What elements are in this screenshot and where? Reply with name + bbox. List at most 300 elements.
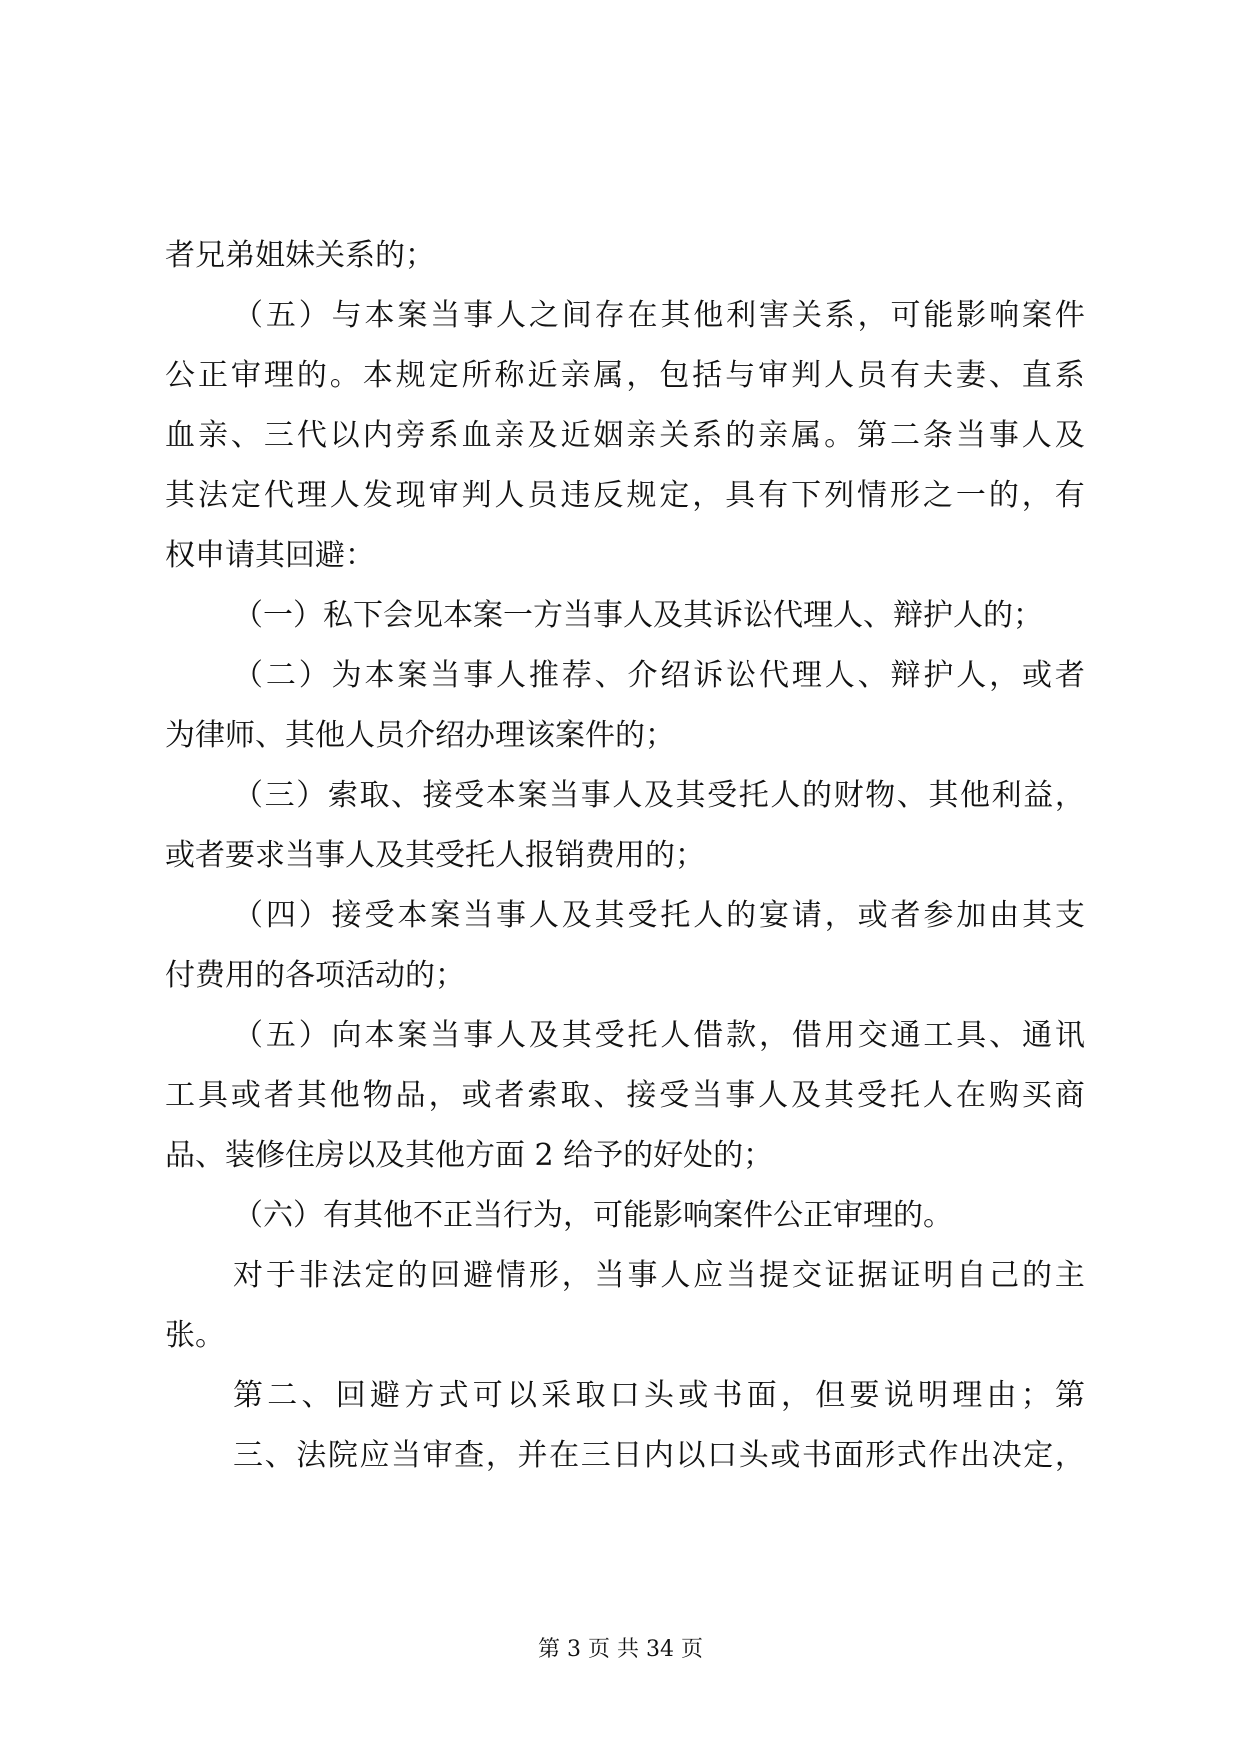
text-glyph: 托: [660, 898, 691, 933]
text-glyph: 取: [359, 778, 390, 813]
text-glyph: 益: [1023, 778, 1054, 813]
text-glyph: 案: [397, 658, 428, 693]
text-glyph: ）: [298, 298, 329, 333]
text-glyph: 人: [660, 1018, 691, 1053]
text-glyph: 判: [461, 478, 492, 513]
text-glyph: （: [233, 778, 263, 813]
text-glyph: 头: [644, 1378, 674, 1413]
text-glyph: 理: [791, 658, 822, 693]
text-line: （六）有其他不正当行为，可能影响案件公正审理的。: [233, 1198, 953, 1233]
text-glyph: 代: [296, 418, 327, 453]
text-glyph: 人: [612, 778, 643, 813]
text-glyph: 的: [801, 778, 832, 813]
text-line-justified: [165, 286, 1085, 346]
text-line-justified: [165, 1006, 1085, 1066]
text-glyph: 属: [593, 358, 624, 393]
text-glyph: 在: [549, 1438, 580, 1473]
text-glyph: 当: [594, 1258, 625, 1293]
text-glyph: 财: [833, 778, 864, 813]
text-glyph: 由: [989, 898, 1020, 933]
text-glyph: 规: [626, 478, 657, 513]
text-glyph: ，: [692, 478, 723, 513]
text-glyph: 列: [824, 478, 855, 513]
text-glyph: 日: [612, 1438, 643, 1473]
text-glyph: 审: [230, 358, 261, 393]
text-glyph: 取: [575, 1378, 606, 1413]
text-glyph: 及: [643, 778, 674, 813]
text-glyph: 受: [659, 1078, 690, 1113]
text-glyph: （: [233, 1018, 263, 1053]
text-glyph: 当: [726, 1258, 757, 1293]
text-glyph: 但: [815, 1378, 846, 1413]
text-glyph: 以: [675, 1438, 706, 1473]
text-line-justified: [165, 1366, 1085, 1426]
text-glyph: 下: [791, 478, 822, 513]
text-line: 付费用的各项活动的；: [165, 958, 465, 993]
text-glyph: ，: [1054, 1438, 1085, 1473]
text-glyph: 或: [857, 898, 888, 933]
text-glyph: 、: [857, 658, 888, 693]
text-glyph: 、: [988, 358, 1019, 393]
text-glyph: 要: [849, 1378, 880, 1413]
text-glyph: 法: [296, 1438, 327, 1473]
text-glyph: 利: [991, 778, 1022, 813]
text-glyph: 员: [527, 478, 558, 513]
text-glyph: 具: [725, 478, 756, 513]
text-glyph: 本: [485, 778, 516, 813]
text-glyph: 旁: [395, 418, 426, 453]
text-glyph: 内: [362, 418, 393, 453]
text-glyph: 审: [758, 358, 789, 393]
text-glyph: 托: [889, 1078, 920, 1113]
page-number-footer: 第 3 页 共 34 页: [538, 1637, 703, 1662]
text-glyph: 受: [454, 778, 485, 813]
text-glyph: 关: [791, 298, 822, 333]
text-glyph: 条: [922, 418, 953, 453]
text-glyph: 书: [712, 1378, 743, 1413]
text-glyph: 本: [364, 1018, 395, 1053]
text-glyph: 出: [960, 1438, 991, 1473]
text-glyph: 括: [692, 358, 723, 393]
text-glyph: 案: [430, 898, 461, 933]
text-glyph: 及: [791, 1078, 822, 1113]
text-glyph: 物: [362, 1078, 393, 1113]
text-glyph: 品: [395, 1078, 426, 1113]
text-glyph: 定: [230, 478, 261, 513]
text-glyph: 并: [517, 1438, 548, 1473]
text-glyph: 介: [627, 658, 658, 693]
text-glyph: 近: [527, 358, 558, 393]
text-glyph: 辩: [890, 658, 921, 693]
text-glyph: 证: [890, 1258, 921, 1293]
text-glyph: 应: [359, 1438, 390, 1473]
text-glyph: 可: [890, 298, 921, 333]
text-glyph: 能: [923, 298, 954, 333]
text-glyph: 当: [430, 658, 461, 693]
text-line: 为律师、其他人员介绍办理该案件的；: [165, 718, 675, 753]
text-line-justified: [165, 406, 1085, 466]
text-glyph: 接: [422, 778, 453, 813]
text-glyph: 当: [955, 418, 986, 453]
text-glyph: 人: [1021, 418, 1052, 453]
text-glyph: 者: [263, 1078, 294, 1113]
text-glyph: 事: [496, 898, 526, 933]
text-glyph: 理: [952, 1378, 983, 1413]
text-glyph: 血: [165, 418, 195, 453]
text-glyph: 亲: [494, 418, 525, 453]
text-glyph: 亲: [758, 418, 789, 453]
text-glyph: 据: [857, 1258, 888, 1293]
text-glyph: 案: [397, 1018, 428, 1053]
text-glyph: 件: [1054, 298, 1085, 333]
text-glyph: 面: [746, 1378, 777, 1413]
text-glyph: 间: [561, 298, 592, 333]
text-glyph: 判: [791, 358, 822, 393]
text-glyph: 亲: [626, 418, 657, 453]
text-glyph: ）: [298, 898, 329, 933]
text-glyph: 人: [693, 898, 724, 933]
text-glyph: ，: [759, 1018, 789, 1053]
text-glyph: 人: [956, 658, 987, 693]
text-glyph: 证: [824, 1258, 855, 1293]
text-line: （一）私下会见本案一方当事人及其诉讼代理人、辩护人的；: [233, 598, 1043, 633]
text-glyph: 查: [454, 1438, 485, 1473]
text-glyph: 当: [692, 1078, 723, 1113]
text-glyph: 在: [955, 1078, 986, 1113]
text-glyph: 诉: [693, 658, 724, 693]
text-glyph: 二: [267, 1378, 298, 1413]
text-glyph: 当: [430, 1018, 461, 1053]
text-glyph: 公: [165, 358, 195, 393]
text-glyph: 规: [395, 358, 426, 393]
text-glyph: 、: [594, 658, 625, 693]
text-glyph: 其: [675, 778, 706, 813]
text-glyph: 包: [659, 358, 690, 393]
text-glyph: 事: [725, 1078, 756, 1113]
text-glyph: 受: [364, 898, 395, 933]
text-glyph: 人: [770, 778, 801, 813]
text-glyph: ，: [989, 658, 1020, 693]
text-glyph: 害: [759, 298, 789, 333]
text-glyph: 当: [549, 778, 580, 813]
text-glyph: 工: [923, 1018, 954, 1053]
text-glyph: 受: [594, 1018, 625, 1053]
text-glyph: 本: [362, 358, 393, 393]
text-glyph: ，: [626, 358, 657, 393]
text-glyph: 本: [364, 658, 395, 693]
text-glyph: 其: [1022, 898, 1052, 933]
text-glyph: 他: [329, 1078, 360, 1113]
text-glyph: 其: [824, 1078, 855, 1113]
text-glyph: 案: [1022, 298, 1052, 333]
text-glyph: 取: [560, 1078, 591, 1113]
text-glyph: 自: [956, 1258, 987, 1293]
text-glyph: 四: [265, 898, 296, 933]
text-glyph: 三: [263, 418, 294, 453]
text-glyph: 第: [233, 1378, 263, 1413]
text-glyph: 向: [331, 1018, 362, 1053]
text-glyph: 其: [660, 298, 691, 333]
text-glyph: 人: [824, 358, 855, 393]
text-glyph: 审: [428, 478, 459, 513]
text-glyph: （: [233, 658, 263, 693]
text-glyph: 通: [1022, 1018, 1052, 1053]
text-line-justified: [165, 886, 1085, 946]
text-glyph: 形: [889, 478, 920, 513]
text-glyph: 绍: [660, 658, 691, 693]
text-glyph: 夫: [922, 358, 953, 393]
text-glyph: 其: [594, 898, 625, 933]
text-glyph: 人: [922, 1078, 953, 1113]
text-glyph: 关: [659, 418, 690, 453]
text-glyph: ，: [485, 1438, 516, 1473]
text-glyph: 第: [1055, 1378, 1085, 1413]
text-glyph: 之: [922, 478, 953, 513]
text-glyph: 二: [265, 658, 296, 693]
text-glyph: 其: [296, 1078, 327, 1113]
text-glyph: 借: [791, 1018, 822, 1053]
text-glyph: 违: [560, 478, 591, 513]
text-glyph: 响: [989, 298, 1020, 333]
text-glyph: 、: [593, 1078, 624, 1113]
text-glyph: 、: [989, 1018, 1020, 1053]
text-glyph: 由: [986, 1378, 1017, 1413]
text-glyph: 人: [496, 658, 526, 693]
text-glyph: （: [233, 898, 263, 933]
text-glyph: ，: [561, 1258, 592, 1293]
text-glyph: 人: [528, 898, 559, 933]
text-glyph: 己: [989, 1258, 1020, 1293]
text-glyph: 买: [1021, 1078, 1052, 1113]
text-glyph: 一: [955, 478, 986, 513]
text-glyph: 明: [923, 1258, 954, 1293]
text-glyph: 当: [463, 898, 494, 933]
text-glyph: 所: [461, 358, 492, 393]
text-glyph: 的: [397, 1258, 428, 1293]
text-glyph: 在: [627, 298, 658, 333]
text-glyph: 亲: [197, 418, 228, 453]
text-glyph: 索: [327, 778, 358, 813]
text-glyph: 其: [928, 778, 959, 813]
text-line: 者兄弟姐妹关系的；: [165, 238, 435, 273]
text-glyph: 讯: [1054, 1018, 1085, 1053]
text-glyph: 主: [1054, 1258, 1085, 1293]
text-glyph: 反: [593, 478, 624, 513]
text-glyph: 讼: [726, 658, 757, 693]
text-line-justified: [165, 346, 1085, 406]
text-glyph: 定: [659, 478, 690, 513]
text-glyph: 存: [594, 298, 625, 333]
text-glyph: 者: [890, 898, 921, 933]
text-glyph: 正: [197, 358, 228, 393]
text-glyph: 回: [430, 1258, 461, 1293]
text-glyph: 五: [265, 298, 296, 333]
text-glyph: 定: [1023, 1438, 1054, 1473]
text-glyph: ）: [298, 1018, 329, 1053]
text-glyph: 受: [857, 1078, 888, 1113]
text-glyph: 避: [370, 1378, 400, 1413]
text-glyph: 的: [988, 478, 1019, 513]
text-glyph: 发: [362, 478, 393, 513]
text-glyph: 回: [335, 1378, 366, 1413]
text-glyph: 姻: [593, 418, 624, 453]
text-glyph: 理: [296, 478, 327, 513]
text-glyph: 、: [264, 1438, 295, 1473]
text-glyph: ）: [296, 778, 327, 813]
text-glyph: 参: [923, 898, 954, 933]
text-glyph: 代: [263, 478, 294, 513]
text-glyph: 理: [263, 358, 294, 393]
text-glyph: 影: [956, 298, 987, 333]
text-glyph: 作: [928, 1438, 959, 1473]
text-glyph: 法: [331, 1258, 362, 1293]
text-glyph: 本: [364, 298, 395, 333]
text-glyph: 定: [428, 358, 459, 393]
text-glyph: 或: [770, 1438, 801, 1473]
text-glyph: 口: [609, 1378, 640, 1413]
document-body: [165, 226, 1085, 1486]
text-glyph: 以: [329, 418, 360, 453]
text-glyph: ；: [1020, 1378, 1051, 1413]
text-glyph: 口: [707, 1438, 738, 1473]
text-glyph: 员: [857, 358, 888, 393]
text-glyph: 人: [824, 658, 855, 693]
text-line-justified: [165, 766, 1085, 826]
text-glyph: 采: [541, 1378, 572, 1413]
text-glyph: 他: [960, 778, 991, 813]
text-glyph: （: [233, 298, 263, 333]
text-line: 或者要求当事人及其受托人报销费用的；: [165, 838, 705, 873]
text-glyph: 、: [391, 778, 422, 813]
text-glyph: 情: [496, 1258, 526, 1293]
text-glyph: 内: [643, 1438, 674, 1473]
text-glyph: 的: [1022, 1258, 1052, 1293]
text-glyph: 的: [726, 898, 757, 933]
text-glyph: 者: [494, 1078, 525, 1113]
text-glyph: 用: [824, 1018, 855, 1053]
text-glyph: 形: [865, 1438, 896, 1473]
text-glyph: 系: [824, 298, 855, 333]
text-glyph: 、: [301, 1378, 332, 1413]
text-glyph: 有: [758, 478, 789, 513]
text-glyph: 受: [707, 778, 738, 813]
text-glyph: 系: [428, 418, 459, 453]
text-glyph: 托: [627, 1018, 658, 1053]
text-glyph: 事: [988, 418, 1019, 453]
text-glyph: 其: [165, 478, 195, 513]
text-glyph: 三: [580, 1438, 611, 1473]
text-glyph: 直: [1021, 358, 1052, 393]
text-glyph: 及: [528, 1018, 559, 1053]
text-glyph: 、: [896, 778, 927, 813]
text-glyph: 他: [693, 298, 724, 333]
text-glyph: 借: [693, 1018, 724, 1053]
text-glyph: 三: [264, 778, 295, 813]
text-glyph: 事: [580, 778, 611, 813]
text-glyph: 面: [833, 1438, 864, 1473]
text-glyph: 利: [726, 298, 757, 333]
text-glyph: 情: [857, 478, 888, 513]
text-glyph: 称: [494, 358, 525, 393]
text-glyph: 二: [889, 418, 920, 453]
text-glyph: 头: [738, 1438, 769, 1473]
text-glyph: 交: [857, 1018, 888, 1053]
text-glyph: 院: [327, 1438, 358, 1473]
text-glyph: 及: [1054, 418, 1085, 453]
text-glyph: 以: [507, 1378, 537, 1413]
text-glyph: 血: [461, 418, 492, 453]
text-glyph: 案: [517, 778, 548, 813]
text-glyph: 人: [329, 478, 360, 513]
text-glyph: 及: [527, 418, 558, 453]
text-glyph: 的: [725, 418, 756, 453]
text-glyph: 为: [331, 658, 362, 693]
text-glyph: 人: [496, 1018, 526, 1053]
text-glyph: 与: [331, 298, 362, 333]
text-glyph: 人: [758, 1078, 789, 1113]
text-glyph: 非: [298, 1258, 329, 1293]
text-glyph: 五: [265, 1018, 296, 1053]
text-glyph: 本: [397, 898, 428, 933]
text-glyph: 人: [660, 1258, 691, 1293]
text-glyph: ，: [1021, 478, 1052, 513]
text-glyph: 者: [1054, 658, 1085, 693]
text-glyph: 方: [404, 1378, 435, 1413]
text-glyph: 托: [738, 778, 769, 813]
text-glyph: 人: [494, 478, 525, 513]
text-glyph: 物: [865, 778, 896, 813]
text-glyph: 避: [463, 1258, 494, 1293]
text-glyph: 接: [626, 1078, 657, 1113]
text-glyph: 支: [1054, 898, 1085, 933]
text-glyph: 、: [230, 418, 261, 453]
text-glyph: 推: [528, 658, 559, 693]
text-glyph: 荐: [561, 658, 592, 693]
text-glyph: 通: [890, 1018, 921, 1053]
text-glyph: 形: [528, 1258, 559, 1293]
text-glyph: 对: [233, 1258, 263, 1293]
text-glyph: 当: [430, 298, 461, 333]
text-glyph: 明: [918, 1378, 948, 1413]
text-glyph: 具: [956, 1018, 987, 1053]
text-glyph: 受: [627, 898, 658, 933]
text-line-justified: [165, 1066, 1085, 1126]
text-line: 权申请其回避：: [165, 538, 375, 573]
text-glyph: 代: [759, 658, 789, 693]
text-glyph: 宴: [759, 898, 789, 933]
text-glyph: 人: [496, 298, 526, 333]
text-glyph: 定: [364, 1258, 395, 1293]
text-line-justified: [165, 646, 1085, 706]
text-glyph: ）: [298, 658, 329, 693]
text-glyph: 索: [527, 1078, 558, 1113]
text-glyph: 审: [422, 1438, 453, 1473]
text-glyph: 属: [791, 418, 822, 453]
text-glyph: 商: [1054, 1078, 1085, 1113]
text-glyph: 其: [561, 1018, 592, 1053]
text-glyph: 或: [1022, 658, 1052, 693]
text-glyph: 。: [329, 358, 360, 393]
text-glyph: ，: [824, 898, 855, 933]
text-glyph: ，: [857, 298, 888, 333]
text-glyph: 或: [230, 1078, 261, 1113]
text-glyph: 工: [165, 1078, 195, 1113]
text-glyph: 事: [463, 298, 494, 333]
text-glyph: 亲: [560, 358, 591, 393]
text-glyph: 书: [801, 1438, 832, 1473]
text-glyph: 。: [824, 418, 855, 453]
text-glyph: ，: [428, 1078, 459, 1113]
